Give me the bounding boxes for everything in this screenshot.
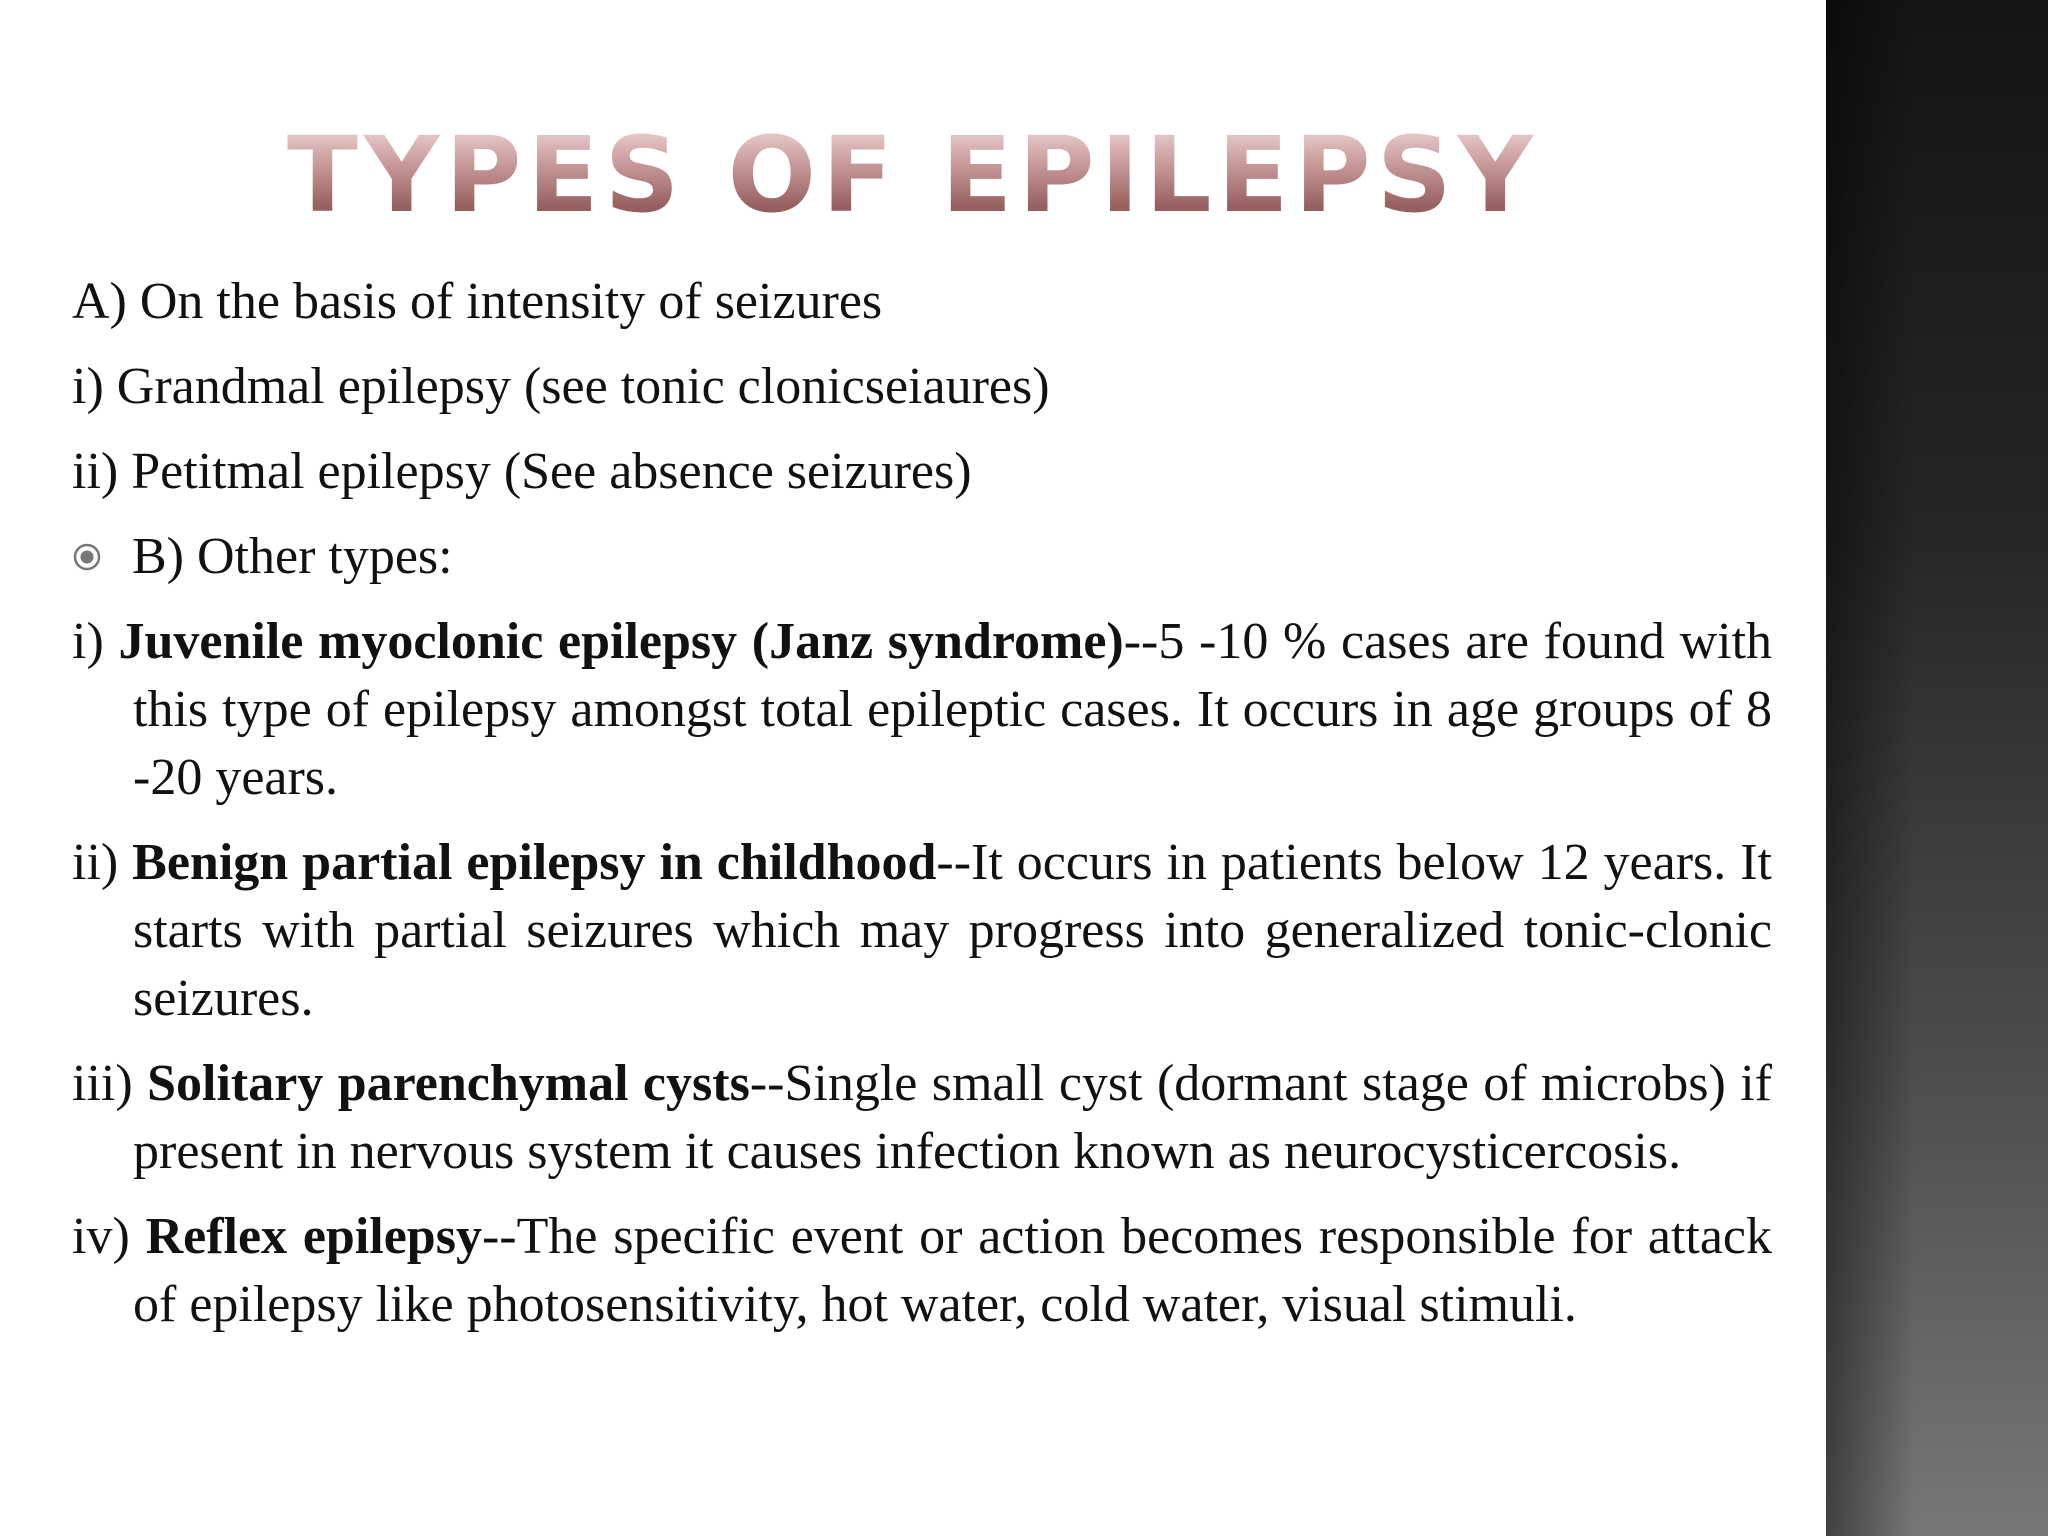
section-b-heading-row xyxy=(72,523,1772,591)
item-description: --5 -10 % cases are found with this type of epilepsy amongst total epileptic cases. It occurs in age groups of 8 -20 years. xyxy=(133,613,1773,806)
slide-title: TYPES OF EPILEPSY xyxy=(0,118,1826,232)
item-number: ii) xyxy=(72,834,133,891)
section-a-item: i) Grandmal epilepsy (see tonic clonicseiaures) xyxy=(72,358,1050,415)
item-description: --It occurs in patients below 12 years. It starts with partial seizures which may progress into generalized tonic-clonic seizures. xyxy=(133,834,1772,1027)
item-term: Reflex epilepsy xyxy=(145,1208,482,1265)
section-b-heading: B) Other types: xyxy=(132,528,453,585)
item-description: --The specific event or action becomes responsible for attack of epilepsy like photosensitivity, hot water, cold water, visual stimuli. xyxy=(133,1208,1772,1333)
circle-bullet-icon xyxy=(72,542,102,572)
decorative-side-bar xyxy=(1826,0,2048,1536)
item-number: iv) xyxy=(72,1208,146,1265)
item-description: --Single small cyst (dormant stage of microbs) if present in nervous system it causes infection known as neurocysticercosis. xyxy=(133,1055,1773,1180)
section-b-item xyxy=(72,1050,1772,1186)
section-b-item xyxy=(72,608,1772,812)
section-b-item xyxy=(72,829,1772,1033)
item-term: Juvenile myoclonic epilepsy (Janz syndrome) xyxy=(118,613,1124,670)
item-number: iii) xyxy=(72,1055,148,1112)
slide-content xyxy=(72,268,1772,1356)
section-a-item: ii) Petitmal epilepsy (See absence seizures) xyxy=(72,443,972,500)
section-a-heading: A) On the basis of intensity of seizures xyxy=(72,273,883,330)
item-term: Solitary parenchymal cysts xyxy=(147,1055,750,1112)
item-term: Benign partial epilepsy in childhood xyxy=(132,834,937,891)
section-b-item xyxy=(72,1203,1772,1339)
item-number: i) xyxy=(72,613,119,670)
